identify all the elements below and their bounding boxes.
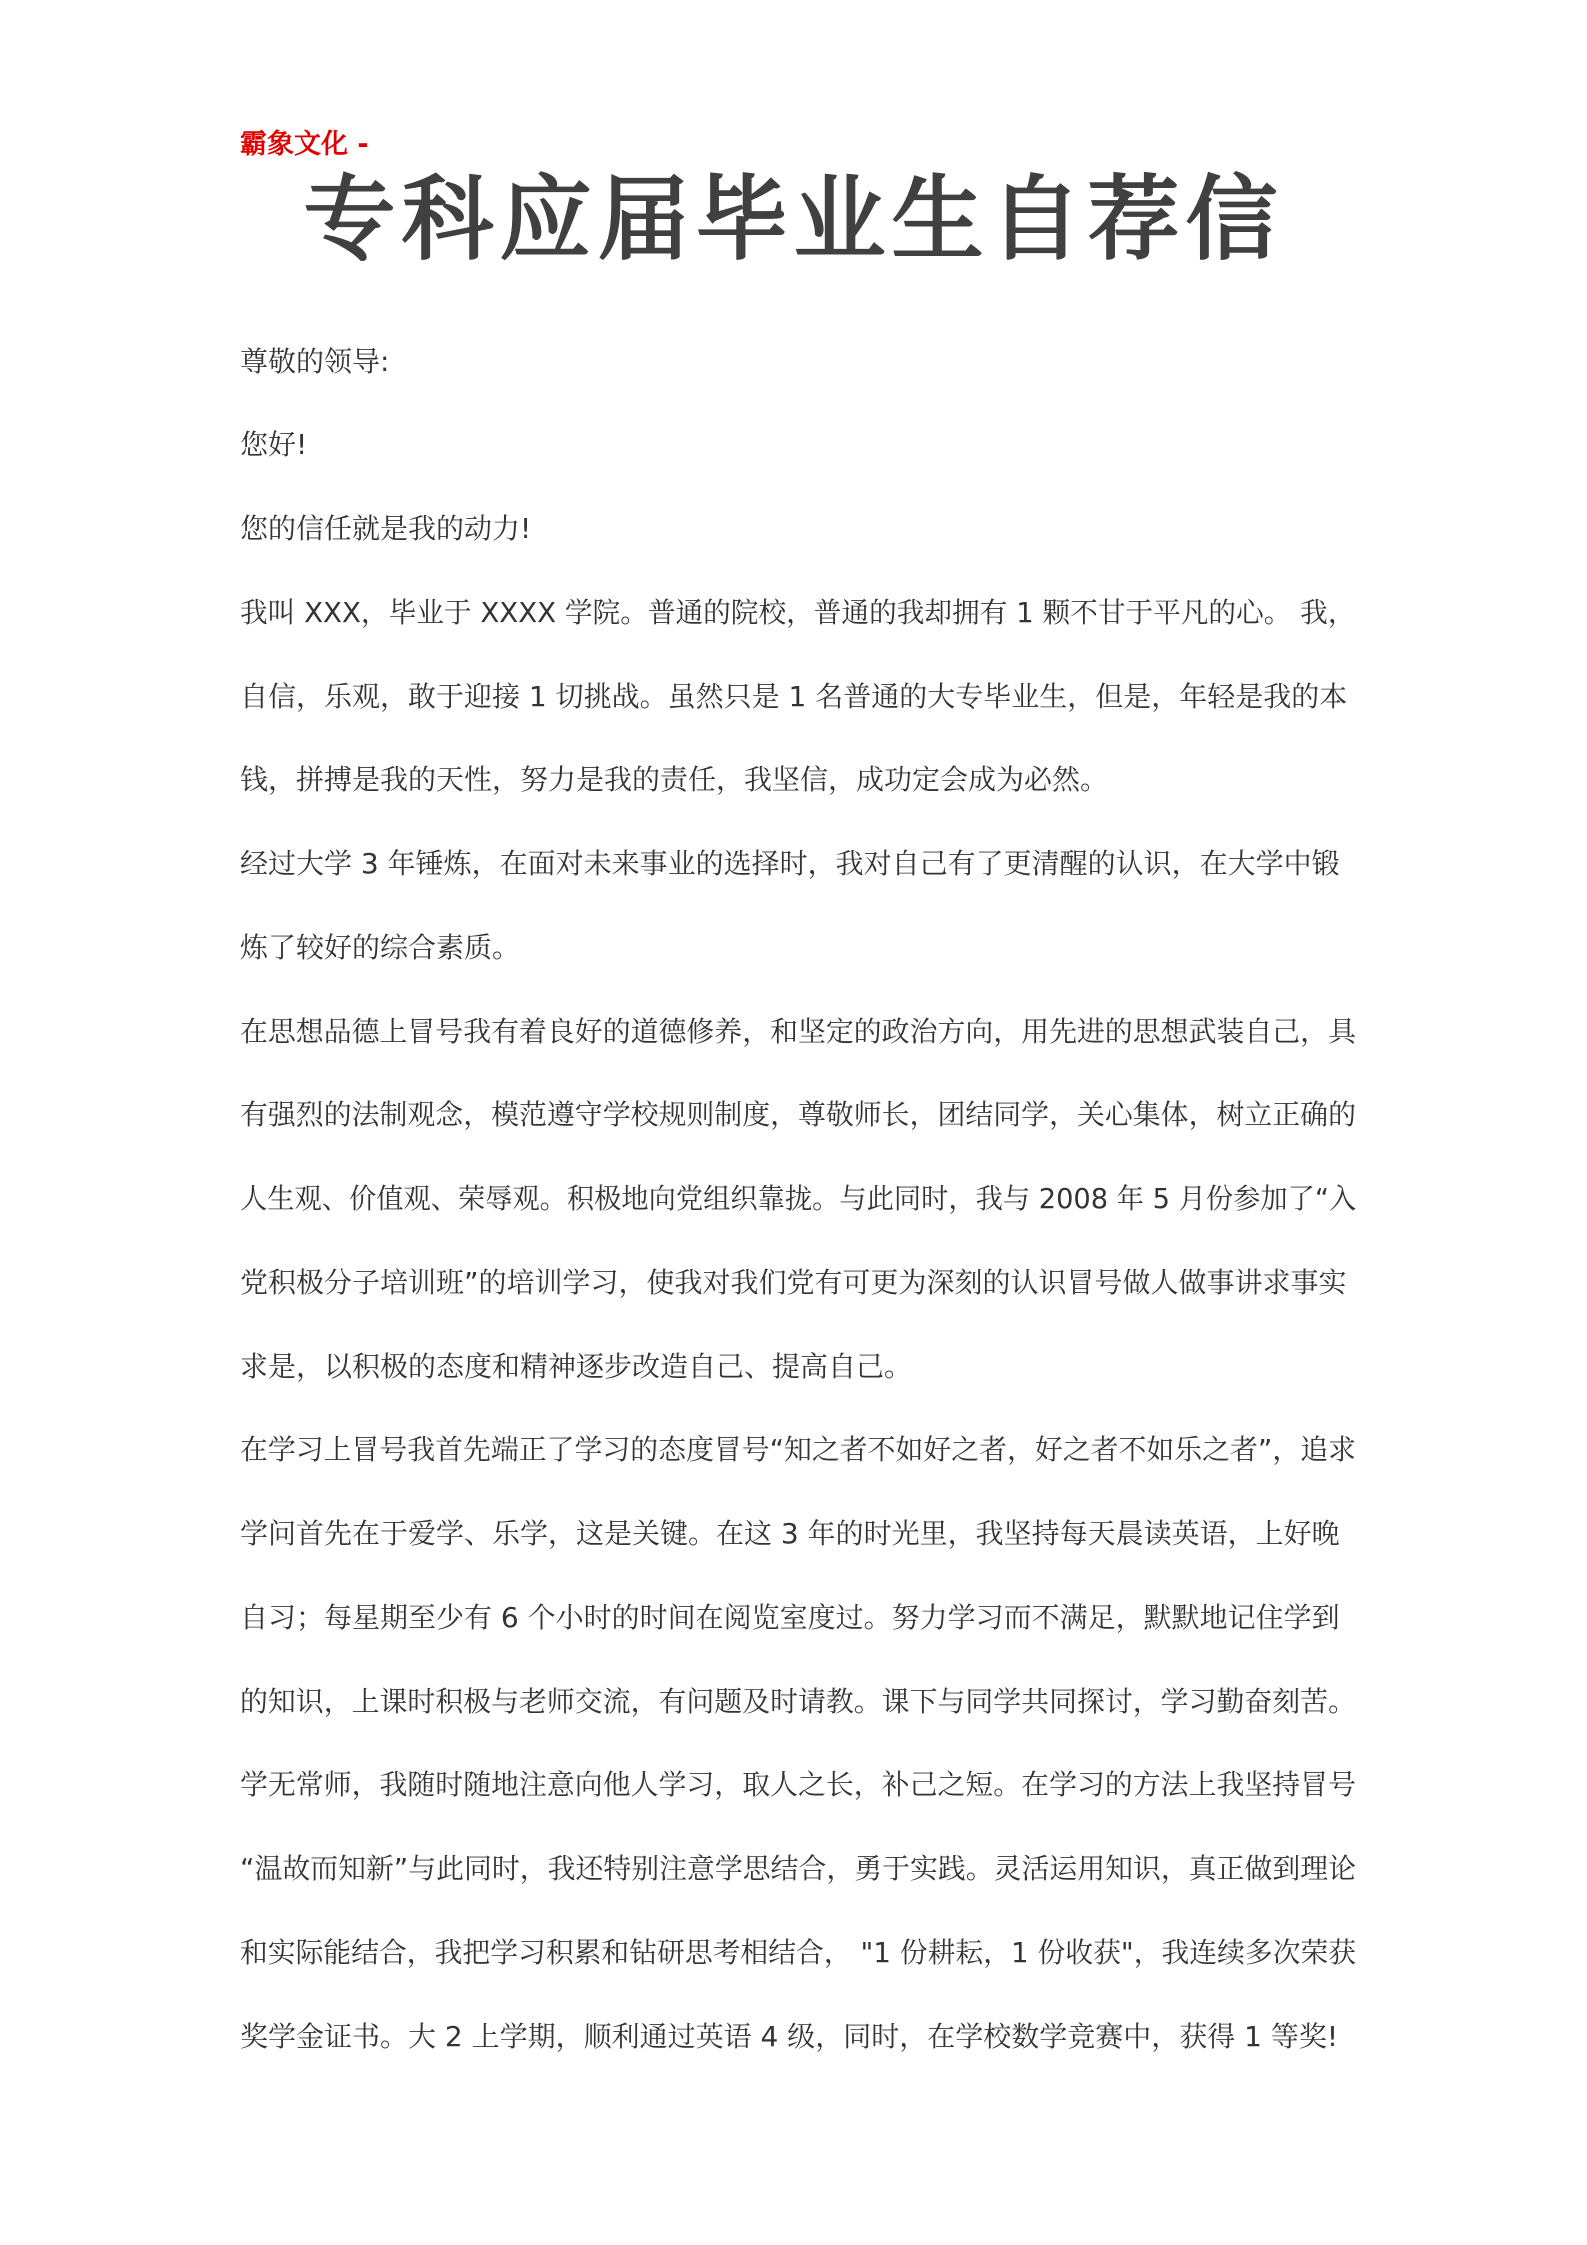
paragraph-line: 学问首先在于爱学、乐学，这是关键。在这 3 年的时光里，我坚持每天晨读英语，上好晚 — [240, 1517, 1340, 1550]
paragraph-line: 我叫 XXX，毕业于 XXXX 学院。普通的院校，普通的我却拥有 1 颗不甘于平凡的心。 我， — [240, 596, 1356, 629]
paragraph-line: 人生观、价值观、荣辱观。积极地向党组织靠拢。与此同时，我与 2008 年 5 月份参加了“入 — [240, 1182, 1357, 1215]
paragraph-line: 经过大学 3 年锤炼，在面对未来事业的选择时，我对自己有了更清醒的认识，在大学中锻 — [240, 847, 1340, 880]
paragraph-line: 奖学金证书。大 2 上学期，顺利通过英语 4 级，同时，在学校数学竞赛中，获得 1 等奖! — [240, 2020, 1339, 2053]
greeting: 您好! — [240, 428, 308, 461]
paragraph-line: 学无常师，我随时随地注意向他人学习，取人之长，补己之短。在学习的方法上我坚持冒号 — [240, 1768, 1356, 1801]
paragraph-line: 求是，以积极的态度和精神逐步改造自己、提高自己。 — [240, 1350, 913, 1383]
paragraph-line: 有强烈的法制观念，模范遵守学校规则制度，尊敬师长，团结同学，关心集体，树立正确的 — [240, 1098, 1356, 1131]
paragraph-line: 在思想品德上冒号我有着良好的道德修养，和坚定的政治方向，用先进的思想武装自己，具 — [240, 1015, 1356, 1048]
paragraph-line: 在学习上冒号我首先端正了学习的态度冒号“知之者不如好之者，好之者不如乐之者”，追求 — [240, 1433, 1356, 1466]
paragraph-line: 的知识，上课时积极与老师交流，有问题及时请教。课下与同学共同探讨，学习勤奋刻苦。 — [240, 1685, 1356, 1718]
paragraph-line: 炼了较好的综合素质。 — [240, 931, 521, 964]
paragraph-line: 自信，乐观，敢于迎接 1 切挑战。虽然只是 1 名普通的大专毕业生，但是，年轻是我的本 — [240, 680, 1348, 713]
salutation: 尊敬的领导: — [240, 345, 390, 378]
paragraph-line: 自习；每星期至少有 6 个小时的时间在阅览室度过。努力学习而不满足，默默地记住学到 — [240, 1601, 1340, 1634]
paragraph-line: 党积极分子培训班”的培训学习，使我对我们党有可更为深刻的认识冒号做人做事讲求事实 — [240, 1266, 1347, 1299]
brand-label: 霸象文化 - — [240, 129, 369, 160]
paragraph-line: 您的信任就是我的动力! — [240, 512, 532, 545]
paragraph-line: 钱，拼搏是我的天性，努力是我的责任，我坚信，成功定会成为必然。 — [240, 763, 1109, 796]
paragraph-line: “温故而知新”与此同时，我还特别注意学思结合，勇于实践。灵活运用知识，真正做到理论 — [240, 1852, 1356, 1885]
page-title: 专科应届毕业生自荐信 — [303, 166, 1284, 273]
paragraph-line: 和实际能结合，我把学习积累和钻研思考相结合， "1 份耕耘，1 份收获"，我连续多次荣获 — [240, 1936, 1357, 1969]
